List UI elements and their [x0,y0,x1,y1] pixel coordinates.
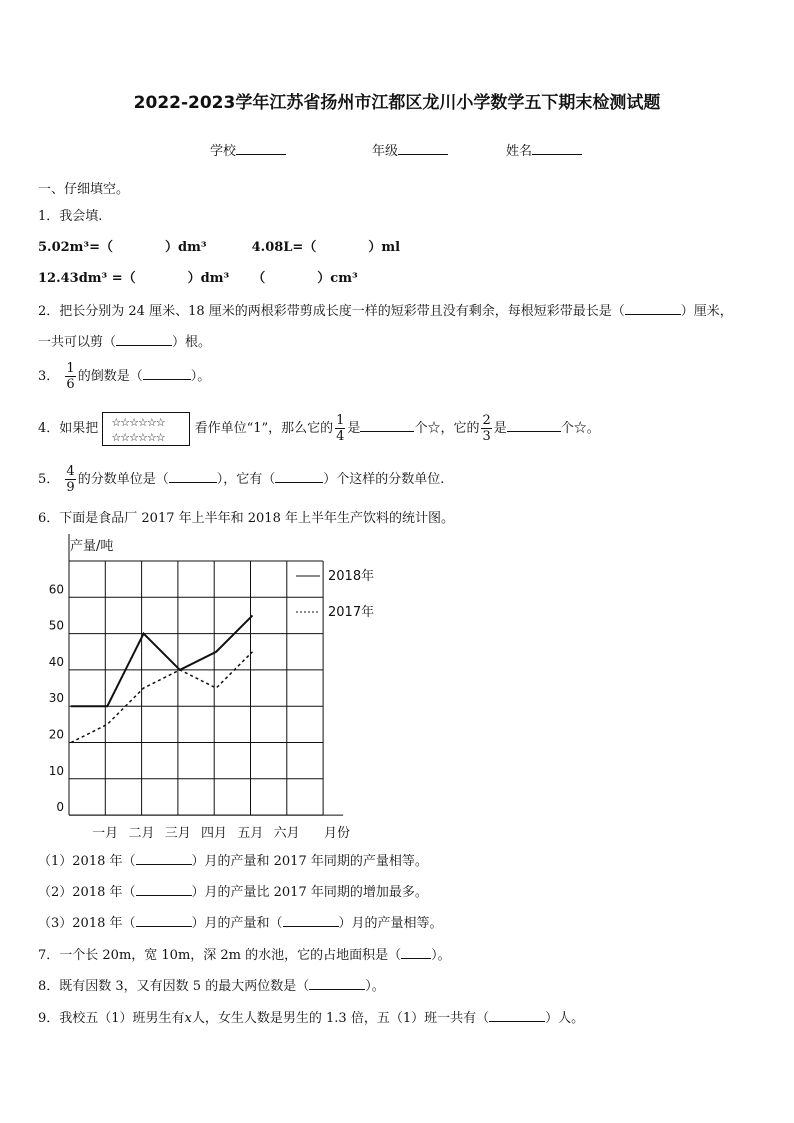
question-1-label: 1．我会填. [38,209,103,224]
answer-blank [116,333,172,346]
question-6-sub-1: （1）2018 年（ ）月的产量和 2017 年同期的产量相等。 [38,854,428,869]
y-tick-label: 10 [48,763,64,778]
fraction: $\frac{1}{4}$ [336,413,345,444]
answer-blank [169,470,217,483]
x-axis-label: 月份 [324,826,351,841]
y-tick-label: 60 [48,582,64,597]
legend-label: 2018年 [328,569,375,584]
grade-field [372,140,448,159]
answer-blank [489,1009,545,1022]
answer-blank [283,914,339,927]
answer-blank [401,946,431,959]
question-8: 8．既有因数 3，又有因数 5 的最大两位数是（ ）。 [38,979,385,994]
answer-blank [625,302,681,315]
x-tick-label: 四月 [201,826,228,841]
answer-blank [360,419,414,432]
x-tick-labels [92,826,300,841]
question-3: 3． $\frac{1}{6}$ 的倒数是（ ）。 [38,361,211,392]
fraction: $\frac{2}{3}$ [482,413,491,444]
school-field [210,140,286,159]
answer-blank [136,914,192,927]
answer-blank [143,367,191,380]
school-blank [236,142,286,155]
series-line [71,652,253,743]
name-field [506,140,582,159]
fraction: $\frac{1}{6}$ [66,361,75,392]
question-1-row-b: 12.43dm³ =（ ）dm³ （ ）cm³ [38,271,358,286]
y-tick-label: 20 [48,727,64,742]
y-tick-label: 40 [48,654,64,669]
series-line [71,615,253,706]
page-title: 2022-2023学年江苏省扬州市江都区龙川小学数学五下期末检测试题 [133,93,661,113]
y-tick-labels [49,582,64,814]
x-tick-label: 二月 [128,826,155,841]
grade-label: 年级 [372,144,399,159]
question-7: 7．一个长 20m，宽 10m，深 2m 的水池，它的占地面积是（ ）。 [38,948,451,963]
fraction: $\frac{4}{9}$ [66,464,75,495]
production-line-chart [40,530,400,846]
x-tick-label: 一月 [92,826,119,841]
answer-blank [136,852,192,865]
star-box: ☆☆☆☆☆☆ ☆☆☆☆☆☆ [102,412,190,446]
question-2-line-2: 一共可以剪（ ）根。 [38,335,212,350]
y-tick-label: 0 [56,800,64,815]
x-tick-label: 六月 [273,826,300,841]
chart-legend [296,568,374,620]
legend-label: 2017年 [328,605,375,620]
y-tick-label: 30 [48,691,64,706]
name-label: 姓名 [506,144,533,159]
x-tick-label: 五月 [237,826,264,841]
question-6-sub-3: （3）2018 年（ ）月的产量和（ ）月的产量相等。 [38,916,443,931]
answer-blank [309,977,365,990]
question-9: 9．我校五（1）班男生有x人，女生人数是男生的 1.3 倍，五（1）班一共有（ ）人。 [38,1011,585,1026]
chart-series [71,615,253,742]
answer-blank [275,470,323,483]
y-tick-label: 50 [48,618,64,633]
answer-blank [136,883,192,896]
answer-blank [507,419,561,432]
question-1-row-a: 5.02m³=（ ）dm³ 4.08L=（ ）ml [38,240,401,255]
grade-blank [398,142,448,155]
question-5: 5． $\frac{4}{9}$ 的分数单位是（ ），它有（ ）个这样的分数单位. [38,464,445,495]
name-blank [532,142,582,155]
question-2-line-1: 2．把长分别为 24 厘米、18 厘米的两根彩带剪成长度一样的短彩带且没有剩余，每根短彩带最长是（ ）厘米， [38,304,733,319]
question-4: 4．如果把 ☆☆☆☆☆☆ ☆☆☆☆☆☆ 看作单位“1”，那么它的 $\frac{1}{4}$ 是 个☆，它的 $\frac{2}{3}$ 是 个☆。 [38,413,600,444]
question-6-sub-2: （2）2018 年（ ）月的产量比 2017 年同期的增加最多。 [38,885,428,900]
section-heading: 一、仔细填空。 [38,182,130,197]
school-label: 学校 [210,144,237,159]
question-6-label: 6．下面是食品厂 2017 年上半年和 2018 年上半年生产饮料的统计图。 [38,511,454,526]
x-tick-label: 三月 [164,826,191,841]
y-axis-label: 产量/吨 [70,539,114,554]
